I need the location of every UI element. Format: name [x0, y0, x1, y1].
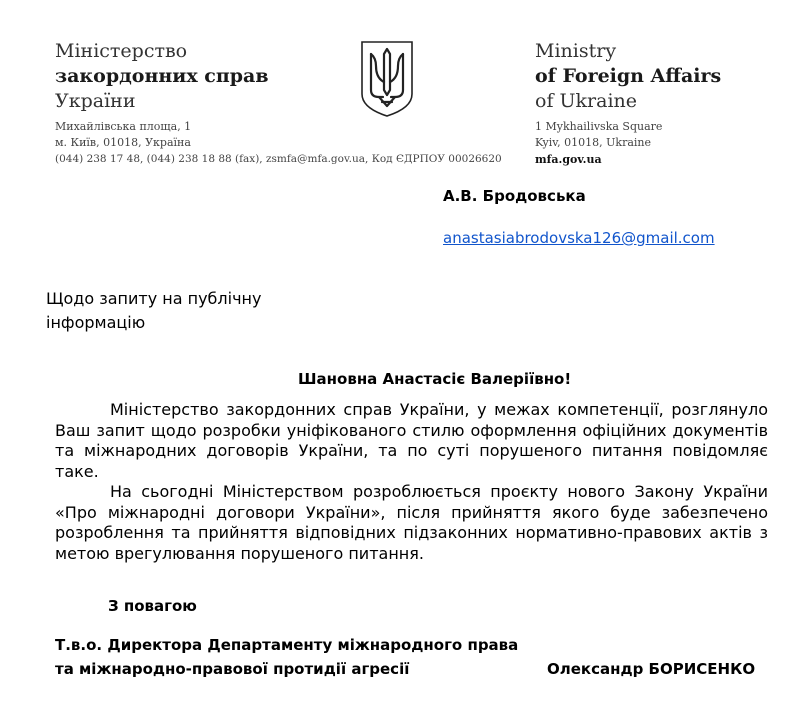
subject-line1: Щодо запиту на публічну [46, 289, 262, 308]
closing-phrase: З повагою [108, 597, 197, 615]
letterhead-en-line3: of Ukraine [535, 90, 638, 112]
letterhead-en-address1: 1 Mykhailivska Square [535, 120, 663, 133]
signatory-position-line2: та міжнародно-правової протидії агресії [55, 660, 410, 678]
letterhead-en-line2: of Foreign Affairs [535, 65, 722, 87]
letterhead-ua-contacts: (044) 238 17 48, (044) 238 18 88 (fax), zsmfa@mfa.gov.ua, Код ЄДРПОУ 00026620 [55, 153, 502, 165]
letterhead-ua-line3: України [55, 90, 136, 112]
recipient-name: А.В. Бродовська [443, 187, 586, 205]
letterhead-ua-address2: м. Київ, 01018, Україна [55, 136, 191, 149]
letterhead-ua-line1: Міністерство [55, 40, 188, 62]
letterhead-ua-line2: закордонних справ [55, 65, 269, 87]
recipient-email-link[interactable]: anastasiabrodovska126@gmail.com [443, 229, 715, 247]
trident-coat-of-arms-icon [359, 40, 415, 118]
letter-body [55, 400, 768, 564]
letterhead-ua-address1: Михайлівська площа, 1 [55, 120, 192, 133]
letterhead-en-address2: Kyiv, 01018, Ukraine [535, 136, 651, 149]
greeting: Шановна Анастасіє Валеріївно! [298, 370, 572, 388]
letterhead-en-line1: Ministry [535, 40, 617, 62]
body-paragraph-2: На сьогодні Міністерством розроблюється проєкту нового Закону України «Про міжнародні договори України», після прийняття якого буде забезпечено розроблення та прийняття відповідних підзаконних нормативно-правових актів з метою врегулювання порушеного питання. [55, 482, 768, 563]
signatory-name: Олександр БОРИСЕНКО [547, 660, 756, 678]
body-paragraph-1: Міністерство закордонних справ України, у межах компетенції, розглянуло Ваш запит щодо розробки уніфікованого стилю оформлення офіційних документів та міжнародних договорів України, та по суті порушеного питання повідомляє таке. [55, 400, 768, 481]
subject-line2: інформацію [46, 313, 146, 332]
signatory-position-line1: Т.в.о. Директора Департаменту міжнародного права [55, 636, 519, 654]
letterhead-en-website: mfa.gov.ua [535, 153, 602, 166]
